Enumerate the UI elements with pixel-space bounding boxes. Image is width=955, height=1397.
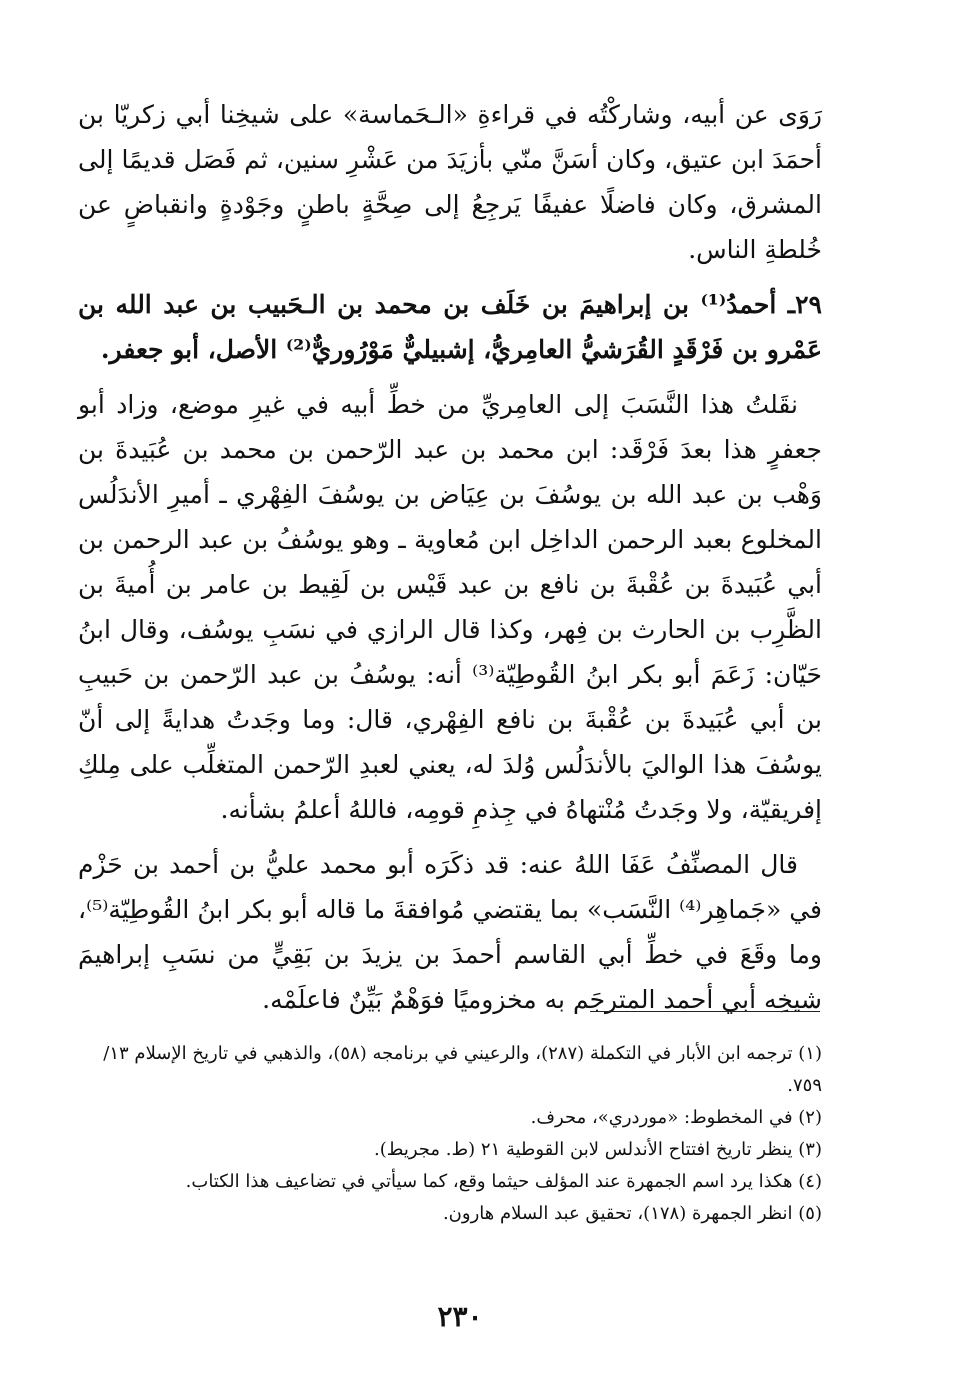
page-number: ٢٣٠ xyxy=(437,1300,483,1333)
paragraph-lineage: نقَلتُ هذا النَّسَبَ إلى العامِريِّ من خطِّ أبيه في غيرِ موضع، وزاد أبو جعفرٍ هذا بعدَ فَرْقَد: ابن محمد بن عبد الرّحمن بن محمد بن عُبَيدةَ بن وَهْب بن عبد الله بن يوسُفَ بن عِيَاض بن يوسُفَ الفِهْري ـ أميرِ الأندَلُس المخلوع بعبد الرحمن الداخِل ابن مُعاوية ـ وهو يوسُفُ بن عبد الرحمن بن أبي عُبَيدةَ بن عُقْبةَ بن نافع بن عبد قَيْس بن لَقِيط بن عامر بن أُميةَ بن الظَّرِب بن الحارث بن فِهر، وكذا قال الرازي في نسَبِ يوسُف، وقال ابنُ حَيّان: زَعَمَ أبو بكر ابنُ القُوطِيّة⁽³⁾ أنه: يوسُفُ بن عبد الرّحمن بن حَبيبِ بن أبي عُبَيدةَ بن عُقْبةَ بن نافع الفِهْري، قال: وما وجَدتُ هدايةً إلى أنّ يوسُفَ هذا الواليَ بالأندَلُس وُلدَ له، يعني لعبدِ الرّحمن المتغلِّب على مِلكِ إفريقيّة، ولا وجَدتُ مُنْتهاهُ في جِذمِ قومِه، فاللهُ أعلمُ بشأنه. xyxy=(78,390,822,824)
footnote-5: (٥) انظر الجمهرة (١٧٨)، تحقيق عبد السلام هارون. xyxy=(442,1203,822,1224)
entry-number: ٢٩ـ xyxy=(787,290,822,319)
main-text xyxy=(78,92,822,1032)
biography-entry-heading xyxy=(78,282,822,372)
entry-title: أحمدُ⁽¹⁾ بن إبراهيمَ بن خَلَف بن محمد بن الـحَبيب بن عبد الله بن عَمْرو بن فَرْقَدٍ القُرَشيُّ العامِريُّ، إشبيليٌّ مَوْرُوريٌّ⁽²⁾ الأصل، أبو جعفر. xyxy=(78,290,822,364)
footnote-4: (٤) هكذا يرد اسم الجمهرة عند المؤلف حيثما وقع، كما سيأتي في تضاعيف هذا الكتاب. xyxy=(185,1171,822,1192)
footnote-3: (٣) ينظر تاريخ افتتاح الأندلس لابن القوطية ٢١ (ط. مجريط). xyxy=(374,1139,822,1160)
footnotes xyxy=(78,1038,822,1230)
footnote-2: (٢) في المخطوط: «موردري»، محرف. xyxy=(530,1107,822,1128)
footnote-separator xyxy=(590,1011,820,1012)
paragraph-intro: رَوَى عن أبيه، وشاركْتُه في قراءةِ «الـحَماسة» على شيخِنا أبي زكريّا بن أحمَدَ ابن عتيق، وكان أسَنَّ منّي بأزيَدَ من عَشْرِ سنين، ثم فَصَل قديمًا إلى المشرق، وكان فاضلًا عفيفًا يَرجِعُ إلى صِحَّةٍ باطنٍ وجَوْدةٍ وانقباضٍ عن خُلطةِ الناس. xyxy=(78,100,822,264)
paragraph-author-note: قال المصنِّفُ عَفَا اللهُ عنه: قد ذكَرَه أبو محمد عليُّ بن أحمد بن حَزْم في «جَماهِر⁽⁴⁾ النَّسَب» بما يقتضي مُوافقةَ ما قاله أبو بكر ابنُ القُوطِيّة⁽⁵⁾، وما وقَعَ في خطِّ أبي القاسم أحمدَ بن يزيدَ بن بَقِيٍّ من نسَبِ إبراهيمَ شيخِه أبي أحمد المترجَم به مخزوميًا فوَهْمٌ بَيِّنٌ فاعلَمْه. xyxy=(78,850,822,1014)
footnote-1: (١) ترجمه ابن الأبار في التكملة (٢٨٧)، والرعيني في برنامجه (٥٨)، والذهبي في تاريخ الإسلام ١٣/ ٧٥٩. xyxy=(103,1043,822,1096)
